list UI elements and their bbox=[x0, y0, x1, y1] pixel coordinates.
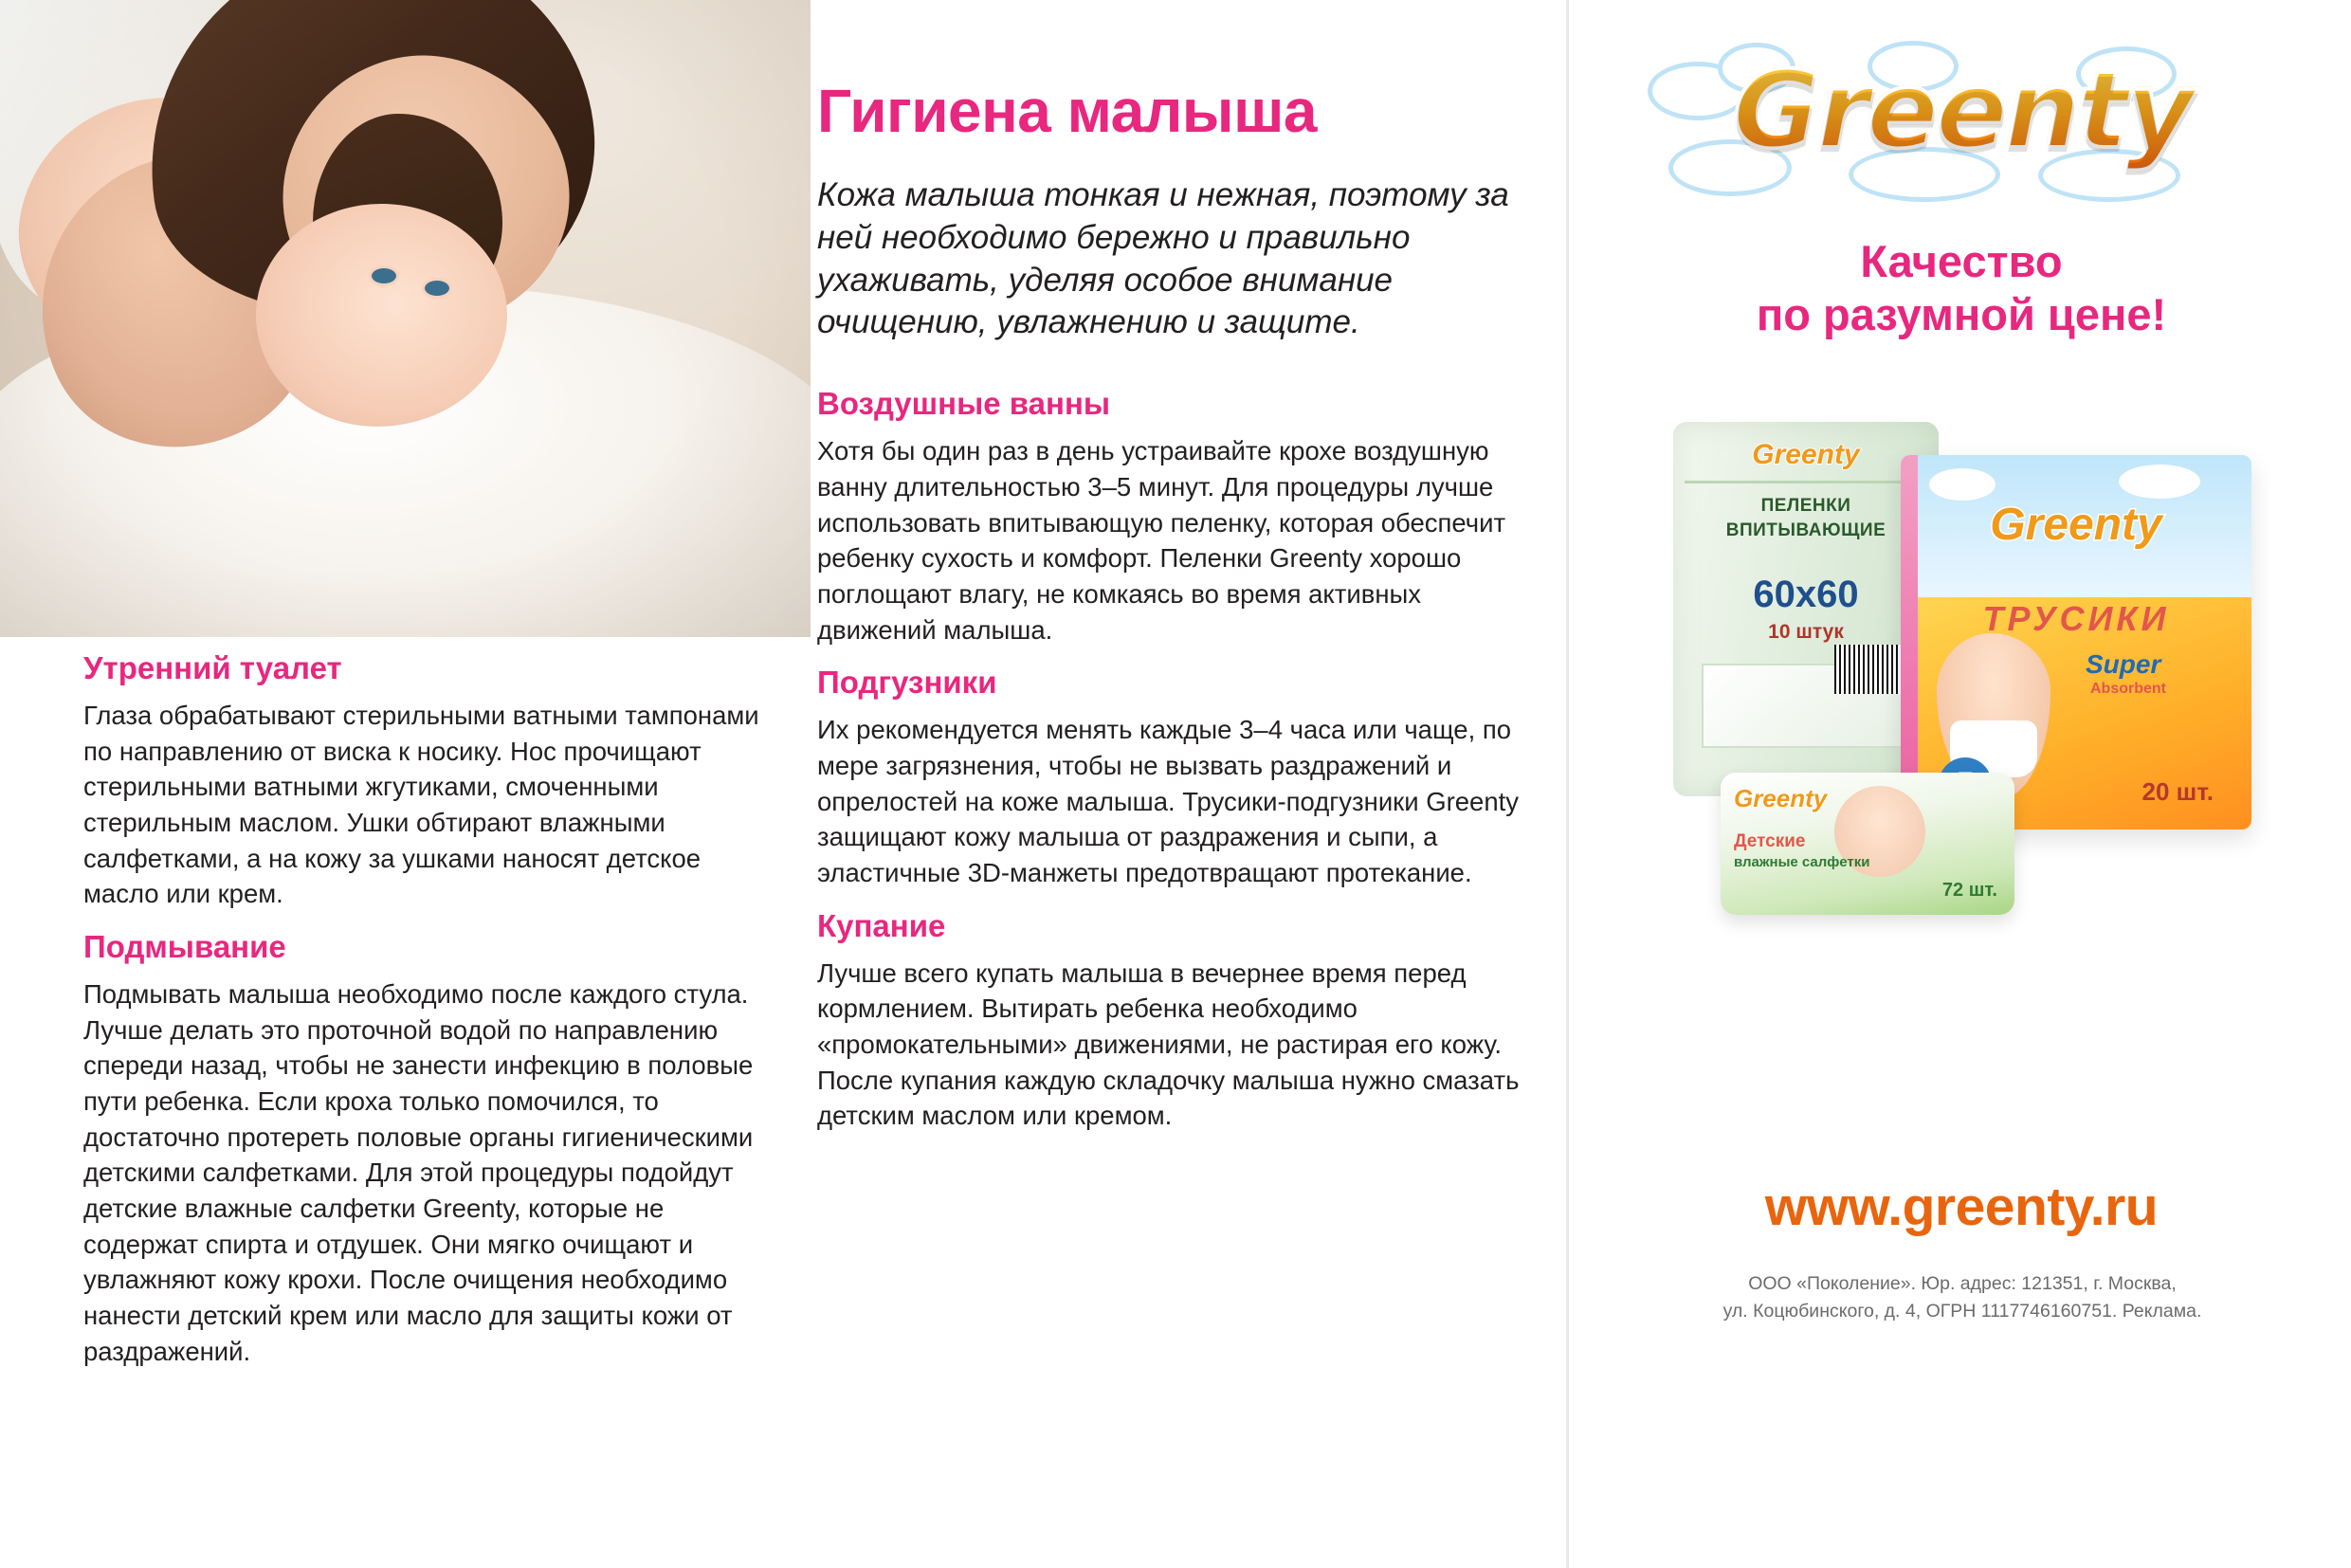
trusiki-feature-sub-text: Absorbent bbox=[2090, 681, 2166, 697]
wipes-brand-text: Greenty bbox=[1734, 784, 1828, 812]
advert-website-link[interactable]: www.greenty.ru bbox=[1764, 1176, 2159, 1237]
photo-vignette bbox=[0, 0, 811, 637]
section-body-bathing: Лучше всего купать малыша в вечернее время перед кормлением. Вытирать ребенка необходимо «промокательными» движениями, не растирая его кожу. После купания каждую складочку малыша нужно смазать детским маслом или кремом. bbox=[817, 957, 1520, 1131]
center-column bbox=[817, 0, 1566, 1568]
trusiki-type-text: ТРУСИКИ bbox=[1982, 599, 2170, 638]
section-heading-washing: Подмывание bbox=[83, 929, 286, 965]
pelenki-name-line1: ПЕЛЕНКИ bbox=[1760, 496, 1851, 516]
hero-photo-mother-kissing-baby bbox=[0, 0, 811, 637]
section-washing bbox=[83, 929, 761, 1369]
advertisement-panel bbox=[1566, 0, 2351, 1568]
advert-legal-line2: ул. Коцюбинского, д. 4, ОГРН 1117746160751. Реклама. bbox=[1722, 1301, 2202, 1322]
page-title: Гигиена малыша bbox=[817, 77, 1317, 145]
wipes-count: 72 шт. bbox=[1941, 880, 1997, 901]
section-diapers bbox=[817, 665, 1538, 890]
advert-legal-line1: ООО «Поколение». Юр. адрес: 121351, г. Москва, bbox=[1748, 1273, 2177, 1294]
advert-tagline bbox=[1607, 235, 2316, 342]
center-text-column bbox=[817, 76, 1538, 1151]
section-body-air-baths: Хотя бы один раз в день устраивайте крохе воздушную ванну длительностью 3–5 минут. Для процедуры лучше использовать впитывающую пеленку, которая обеспечит ребенку сухость и комфорт. Пеленки Greenty хорошо поглощают влагу, не комкаясь во время активных движений малыша. bbox=[817, 436, 1506, 645]
advert-legal-text bbox=[1654, 1270, 2270, 1326]
trusiki-feature-text: Super bbox=[2086, 649, 2161, 679]
wipes-name-line2: влажные салфетки bbox=[1734, 854, 1870, 870]
pelenki-divider bbox=[1685, 481, 1927, 483]
left-column bbox=[0, 0, 811, 1568]
product-shot-group bbox=[1616, 389, 2308, 1109]
section-heading-morning-toilet: Утренний туалет bbox=[83, 650, 342, 685]
pelenki-name-line2: ВПИТЫВАЮЩИЕ bbox=[1725, 520, 1886, 540]
section-body-diapers: Их рекомендуется менять каждые 3–4 часа или чаще, по мере загрязнения, чтобы не вызвать раздражений и опрелостей на коже малыша. Трусики-подгузники Greenty защищают кожу малыша от раздражения и сыпи, а эластичные 3D-манжеты предотвращают протекание. bbox=[817, 715, 1520, 887]
section-bathing bbox=[817, 908, 1538, 1134]
brand-logo-text: Greenty bbox=[1635, 49, 2289, 173]
section-air-baths bbox=[817, 386, 1538, 647]
cloud-icon-trusiki-1 bbox=[1929, 468, 1996, 501]
product-package-wipes bbox=[1721, 773, 2014, 915]
wipes-name-line1: Детские bbox=[1734, 831, 1806, 851]
section-heading-bathing: Купание bbox=[817, 907, 946, 943]
advert-tagline-line1: Качество bbox=[1860, 236, 2063, 286]
advert-tagline-line2: по разумной цене! bbox=[1756, 289, 2167, 340]
section-body-washing: Подмывать малыша необходимо после каждого стула. Лучше делать это проточной водой по направлению спереди назад, чтобы не занести инфекцию в половые пути ребенка. Если кроха только помочился, то достаточно протереть половые органы гигиеническими детскими салфетками. Для этой процедуры подойдут детские влажные салфетки Greenty, которые не содержат спирта и отдушек. Они мягко очищают и увлажняют кожу крохи. После очищения необходимо нанести детский крем или масло для защиты кожи от раздражений. bbox=[83, 979, 754, 1366]
left-text-column bbox=[83, 650, 761, 1386]
brand-logo bbox=[1635, 40, 2289, 206]
section-heading-air-baths: Воздушные ванны bbox=[817, 386, 1111, 422]
pelenki-size: 60x60 bbox=[1753, 574, 1859, 615]
section-heading-diapers: Подгузники bbox=[817, 665, 997, 701]
trusiki-brand-text: Greenty bbox=[1990, 500, 2162, 550]
page-lede: Кожа малыша тонкая и нежная, поэтому за ней необходимо бережно и правильно ухаживать, уделяя особое внимание очищению, увлажнению и защите. bbox=[817, 176, 1509, 341]
product-package-pelenki bbox=[1673, 422, 1939, 796]
pelenki-brand-text: Greenty bbox=[1752, 439, 1860, 470]
cloud-icon-trusiki-2 bbox=[2119, 465, 2200, 499]
pelenki-count: 10 штук bbox=[1768, 621, 1844, 643]
trusiki-count: 20 шт. bbox=[2141, 777, 2214, 806]
section-body-morning-toilet: Глаза обрабатывают стерильными ватными тампонами по направлению от виска к носику. Нос прочищают стерильными ватными жгутиками, смоченными стерильным маслом. Ушки обтирают влажными салфетками, а на кожу за ушками наносят детское масло или крем. bbox=[83, 701, 759, 909]
section-morning-toilet bbox=[83, 650, 761, 912]
